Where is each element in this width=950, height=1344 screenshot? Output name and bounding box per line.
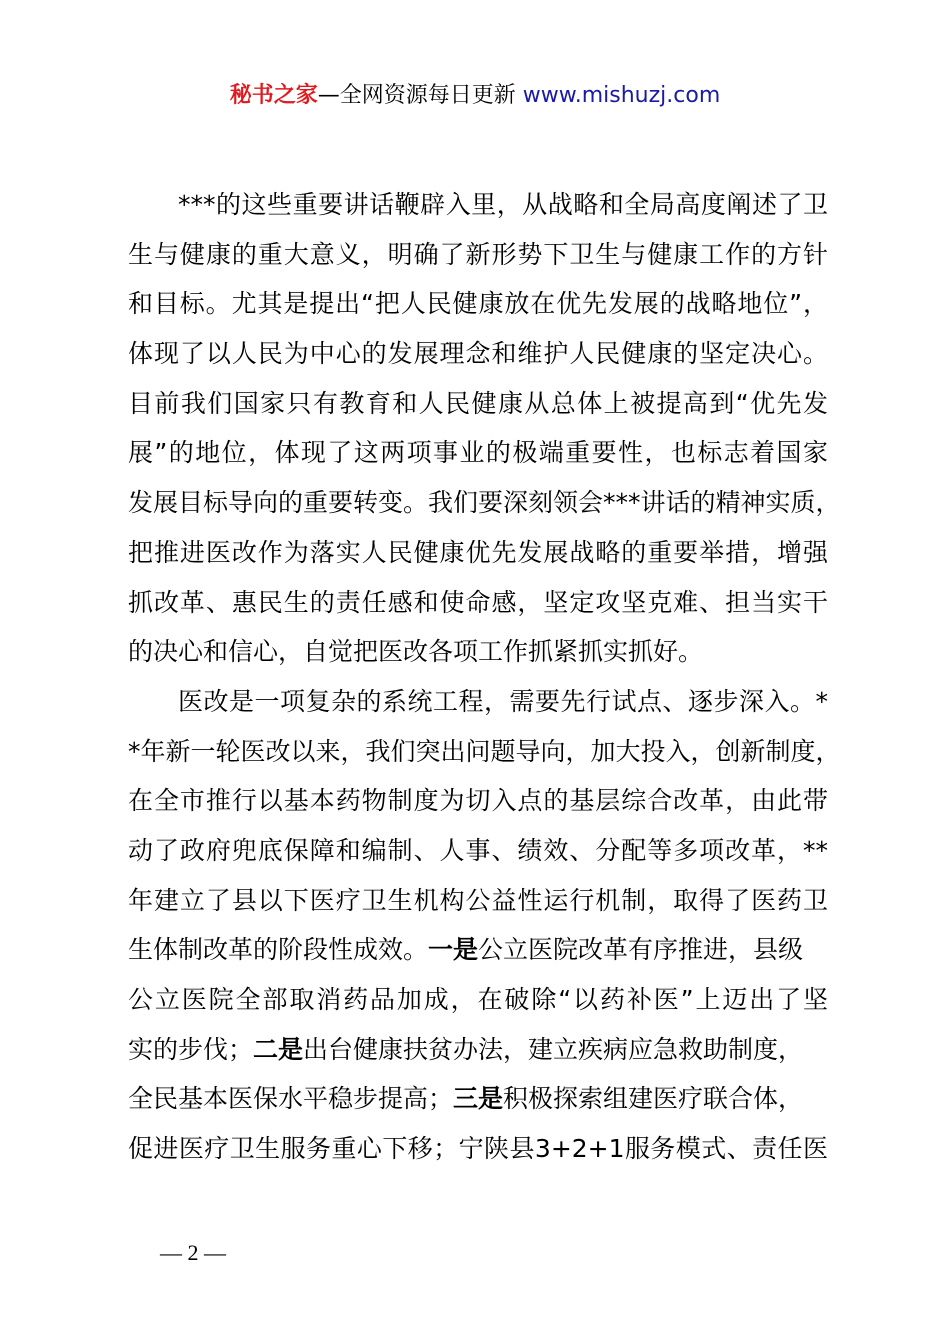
- site-header: [0, 82, 950, 110]
- emphasis-one: 一是: [428, 935, 479, 965]
- text-line: ***的这些重要讲话鞭辟入里，从战略和全局高度阐述了卫: [178, 190, 828, 219]
- site-brand: 秘书之家: [229, 83, 318, 108]
- emphasis-three: 三是: [453, 1084, 504, 1114]
- text-line: 公立医院全部取消药品加成，在破除“以药补医”上迈出了坚: [128, 985, 828, 1014]
- emphasis-two: 二是: [253, 1034, 304, 1064]
- text-line: 展”的地位，体现了这两项事业的极端重要性，也标志着国家: [128, 438, 828, 468]
- text-segment: 出台健康扶贫办法，建立疾病应急救助制度，: [303, 1034, 804, 1064]
- text-line: 医改是一项复杂的系统工程，需要先行试点、逐步深入。*: [178, 686, 828, 716]
- page-number: — 2 —: [160, 1240, 226, 1265]
- text-line-with-emphasis: [128, 925, 828, 975]
- text-line-with-emphasis: [128, 1025, 828, 1075]
- text-segment: 积极探索组建医疗联合体，: [503, 1084, 804, 1114]
- text-line: 年建立了县以下医疗卫生机构公益性运行机制，取得了医药卫: [128, 885, 828, 915]
- text-line: 动了政府兜底保障和编制、人事、绩效、分配等多项改革，**: [128, 835, 828, 865]
- text-line: *年新一轮医改以来，我们突出问题导向，加大投入，创新制度，: [128, 736, 841, 766]
- text-line: 生与健康的重大意义，明确了新形势下卫生与健康工作的方针: [128, 239, 828, 269]
- text-segment: 公立医院改革有序推进，县级: [478, 935, 804, 965]
- text-line: 发展目标导向的重要转变。我们要深刻领会***讲话的精神实质，: [128, 488, 841, 518]
- text-line: 抓改革、惠民生的责任感和使命感，坚定攻坚克难、担当实干: [128, 587, 828, 617]
- text-segment: 全民基本医保水平稳步提高；: [128, 1084, 454, 1114]
- text-line: 体现了以人民为中心的发展理念和维护人民健康的坚定决心。: [128, 339, 828, 369]
- text-line: 的决心和信心，自觉把医改各项工作抓紧抓实抓好。: [128, 637, 704, 667]
- text-segment: 生体制改革的阶段性成效。: [128, 935, 429, 965]
- text-segment: 实的步伐；: [128, 1034, 254, 1064]
- document-body: [128, 180, 841, 1174]
- site-slogan: —全网资源每日更新: [317, 83, 523, 108]
- site-url-link[interactable]: www.mishuzj.com: [522, 83, 721, 108]
- text-line: 在全市推行以基本药物制度为切入点的基层综合改革，由此带: [128, 786, 828, 816]
- text-line: 和目标。尤其是提出“把人民健康放在优先发展的战略地位”，: [128, 289, 828, 319]
- text-line: 目前我们国家只有教育和人民健康从总体上被提高到“优先发: [128, 388, 828, 418]
- text-line: 促进医疗卫生服务重心下移；宁陕县3+2+1服务模式、责任医: [128, 1134, 828, 1164]
- text-line-with-emphasis: [128, 1074, 828, 1124]
- text-line: 把推进医改作为落实人民健康优先发展战略的重要举措，增强: [128, 537, 828, 567]
